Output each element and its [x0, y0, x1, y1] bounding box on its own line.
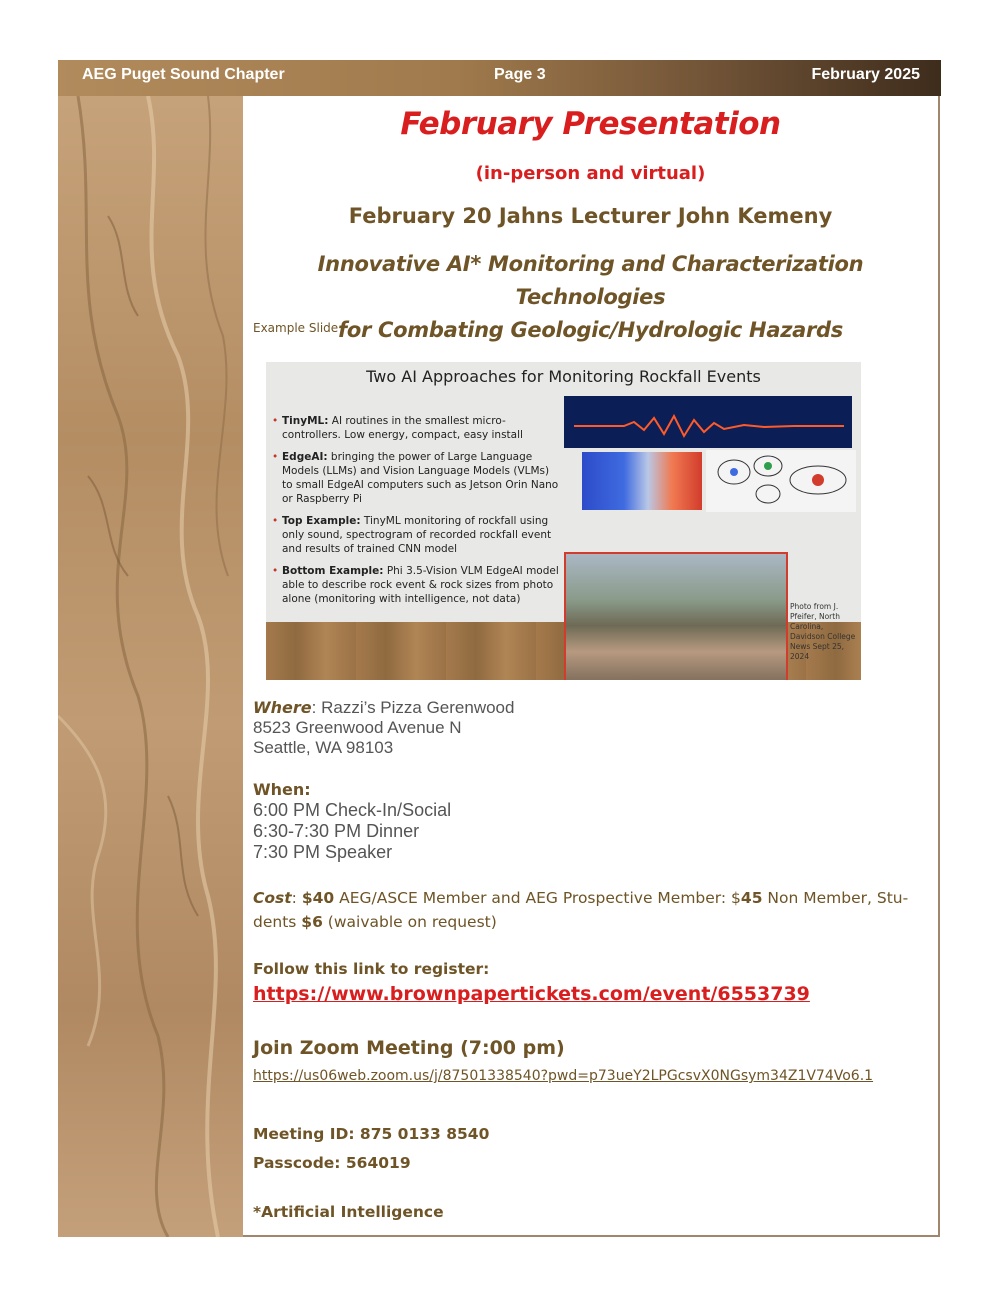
slide-bullet: • EdgeAI: bringing the power of Large Language Models (LLMs) and Vision Language Models (VLMs) to small EdgeAI computers such as Jetson Orin Nano or Raspberry Pi	[272, 450, 562, 506]
lecturer-line: February 20 Jahns Lecturer John Kemeny	[348, 204, 833, 228]
register-label: Follow this link to register:	[253, 960, 490, 978]
waveform-graphic	[564, 396, 852, 448]
event-schedule	[253, 779, 451, 863]
header-date: February 2025	[811, 66, 920, 83]
footnote: *Artificial Intelligence	[253, 1203, 444, 1221]
schedule-item: 6:00 PM Check-In/Social	[253, 800, 452, 820]
event-location	[253, 698, 514, 758]
example-slide-image	[266, 362, 861, 680]
photo-credit: Photo from J. Pfeifer, North Carolina, Davidson College News Sept 25, 2024	[790, 602, 856, 661]
slide-caption: Example Slide	[253, 321, 339, 335]
talk-title-line-1: Innovative AI* Monitoring and Characterization Technologies	[317, 252, 864, 309]
meeting-credentials	[253, 1120, 489, 1178]
zoom-heading: Join Zoom Meeting (7:00 pm)	[253, 1037, 565, 1059]
cluster-plot-graphic	[706, 450, 856, 512]
when-label: When:	[253, 780, 311, 799]
header-page-number: Page 3	[494, 66, 546, 83]
rockfall-photo	[564, 552, 788, 680]
waveform-line	[564, 396, 852, 448]
slide-bullet: • Bottom Example: Phi 3.5-Vision VLM EdgeAI model able to describe rock event & rock sizes from photo alone (monitoring with intelligence, not data)	[272, 564, 562, 606]
cluster-ellipses	[706, 450, 856, 512]
meeting-passcode: Passcode: 564019	[253, 1154, 411, 1172]
presentation-subtitle: (in-person and virtual)	[475, 163, 706, 184]
relief-texture	[58, 96, 243, 1237]
spectrogram-graphic	[582, 452, 702, 510]
slide-bullet: • TinyML: AI routines in the smallest micro-controllers. Low energy, compact, easy install	[272, 414, 562, 442]
register-link[interactable]: https://www.brownpapertickets.com/event/6553739	[253, 983, 810, 1005]
zoom-meeting-link[interactable]: https://us06web.zoom.us/j/87501338540?pwd=p73ueY2LPGcsvX0NGsym34Z1V74Vo6.1	[253, 1068, 874, 1084]
slide-bullet: • Top Example: TinyML monitoring of rockfall using only sound, spectrogram of recorded rockfall event and results of trained CNN model	[272, 514, 562, 556]
meeting-id: Meeting ID: 875 0133 8540	[253, 1125, 490, 1143]
talk-title	[243, 248, 938, 347]
presentation-title: February Presentation	[400, 106, 781, 142]
venue-address-line-2: Seattle, WA 98103	[253, 738, 394, 757]
header-org: AEG Puget Sound Chapter	[82, 66, 285, 83]
schedule-item: 6:30-7:30 PM Dinner	[253, 821, 420, 841]
where-label: Where	[253, 698, 312, 717]
schedule-item: 7:30 PM Speaker	[253, 842, 393, 862]
page-header	[58, 60, 941, 96]
event-cost: Cost: $40 AEG/ASCE Member and AEG Prospective Member: $45 Non Member, Stu-dents $6 (waivable on request)	[253, 889, 909, 931]
venue-address-line-1: 8523 Greenwood Avenue N	[253, 718, 462, 737]
decorative-relief-panel	[58, 96, 243, 1237]
slide-bullets	[272, 414, 562, 614]
venue-name: : Razzi’s Pizza Gerenwood	[311, 698, 515, 717]
talk-title-line-2: for Combating Geologic/Hydrologic Hazards	[338, 318, 843, 342]
slide-title: Two AI Approaches for Monitoring Rockfall Events	[366, 367, 761, 386]
